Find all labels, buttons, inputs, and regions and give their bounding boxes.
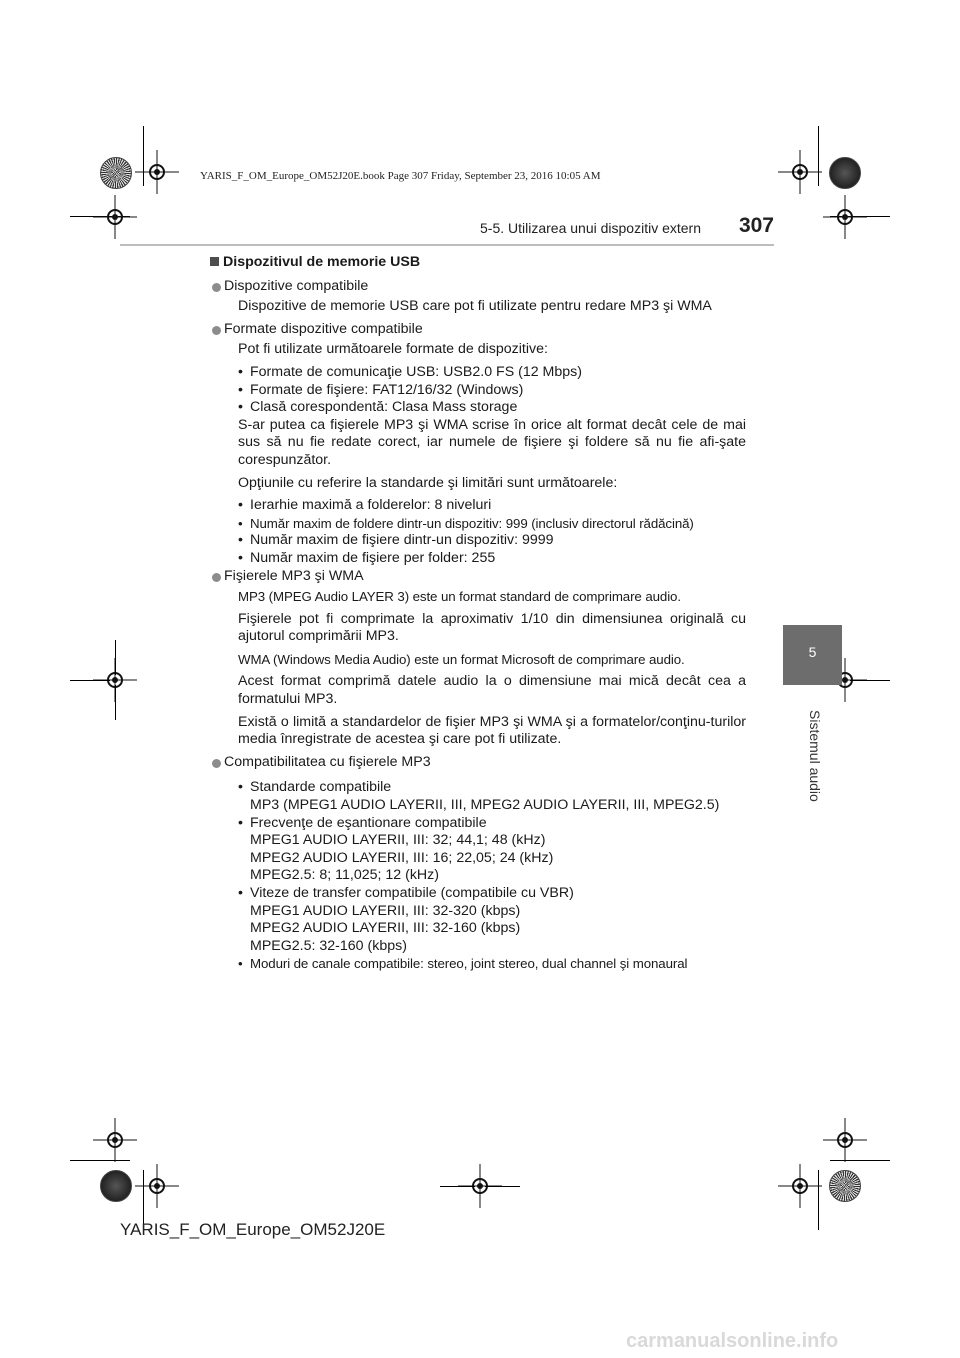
list-detail: MPEG2 AUDIO LAYERII, III: 16; 22,05; 24 (kHz) bbox=[250, 849, 554, 866]
paragraph: Fişierele pot fi comprimate la aproximativ 1/10 din dimensiunea originală cu ajutorul comprimării MP3. bbox=[238, 610, 746, 645]
chapter-tab bbox=[783, 625, 842, 685]
paragraph: WMA (Windows Media Audio) este un format Microsoft de comprimare audio. bbox=[238, 651, 685, 667]
list-detail: MPEG1 AUDIO LAYERII, III: 32-320 (kbps) bbox=[250, 902, 521, 919]
registration-sunburst-icon bbox=[100, 157, 132, 189]
paragraph: Există o limită a standardelor de fişier MP3 şi WMA şi a formatelor/conţinu-turilor media înregistrate de acestea şi care pot fi utilizate. bbox=[238, 713, 746, 748]
round-bullet-icon bbox=[212, 759, 221, 768]
section-title: 5-5. Utilizarea unui dispozitiv extern bbox=[480, 220, 701, 236]
chapter-number: 5 bbox=[808, 644, 817, 660]
section-heading: Dispozitivul de memorie USB bbox=[210, 254, 746, 272]
paragraph: MP3 (MPEG Audio LAYER 3) este un format standard de comprimare audio. bbox=[238, 589, 681, 605]
bullet-item: Formate dispozitive compatibile bbox=[210, 321, 746, 339]
list-item: • Număr maxim de fişiere dintr-un dispozitiv: 9999 bbox=[238, 532, 746, 550]
round-bullet-icon bbox=[212, 326, 221, 335]
list-detail: MPEG2.5: 8; 11,025; 12 (kHz) bbox=[250, 867, 439, 884]
list-item: • Formate de fişiere: FAT12/16/32 (Windows) bbox=[238, 382, 746, 400]
list-detail: MPEG1 AUDIO LAYERII, III: 32; 44,1; 48 (kHz) bbox=[250, 832, 546, 849]
list-item: • Viteze de transfer compatibile (compatibile cu VBR) bbox=[238, 885, 746, 903]
list-item: • Număr maxim de fişiere per folder: 255 bbox=[238, 550, 746, 568]
document-code: YARIS_F_OM_Europe_OM52J20E bbox=[120, 1220, 386, 1239]
registration-sunburst-icon bbox=[100, 1170, 132, 1202]
list-item: • Formate de comunicaţie USB: USB2.0 FS (12 Mbps) bbox=[238, 364, 746, 382]
list-detail: MPEG2.5: 32-160 (kbps) bbox=[250, 937, 407, 954]
square-bullet-icon bbox=[210, 257, 219, 266]
round-bullet-icon bbox=[212, 283, 221, 292]
list-item: • Standarde compatibile bbox=[238, 779, 746, 797]
bullet-item: Dispozitive compatibile bbox=[210, 278, 746, 296]
list-item: • Ierarhie maximă a folderelor: 8 niveluri bbox=[238, 497, 746, 515]
book-info: YARIS_F_OM_Europe_OM52J20E.book Page 307 Friday, September 23, 2016 10:05 AM bbox=[200, 170, 601, 182]
list-item: • Număr maxim de foldere dintr-un dispozitiv: 999 (inclusiv directorul rădăcină) bbox=[238, 515, 746, 533]
paragraph: Pot fi utilizate următoarele formate de dispozitive: bbox=[238, 341, 548, 358]
chapter-label: Sistemul audio bbox=[807, 710, 823, 802]
round-bullet-icon bbox=[212, 573, 221, 582]
list-detail: MPEG2 AUDIO LAYERII, III: 32-160 (kbps) bbox=[250, 920, 521, 937]
bullet-item: Compatibilitatea cu fişierele MP3 bbox=[210, 754, 746, 772]
list-item: • Clasă corespondentă: Clasa Mass storage bbox=[238, 399, 746, 417]
paragraph: Dispozitive de memorie USB care pot fi utilizate pentru redare MP3 şi WMA bbox=[238, 298, 712, 315]
registration-sunburst-icon bbox=[829, 157, 861, 189]
paragraph: Opţiunile cu referire la standarde şi limitări sunt următoarele: bbox=[238, 474, 618, 491]
header-rule bbox=[120, 244, 774, 246]
list-item: • Frecvenţe de eşantionare compatibile bbox=[238, 815, 746, 833]
list-detail: MP3 (MPEG1 AUDIO LAYERII, III, MPEG2 AUDIO LAYERII, III, MPEG2.5) bbox=[250, 797, 720, 814]
watermark: carmanualsonline.info bbox=[626, 1330, 839, 1352]
page-content bbox=[210, 254, 746, 973]
page-number: 307 bbox=[738, 214, 774, 237]
bullet-item: Fişierele MP3 şi WMA bbox=[210, 568, 746, 586]
list-item: • Moduri de canale compatibile: stereo, joint stereo, dual channel şi monaural bbox=[238, 955, 746, 973]
paragraph: S-ar putea ca fişierele MP3 şi WMA scrise în orice alt format decât cele de mai sus să nu fie redate corect, iar numele de fişiere şi foldere să nu fie afi-şate corespunzător. bbox=[238, 416, 746, 468]
registration-sunburst-icon bbox=[829, 1170, 861, 1202]
paragraph: Acest format comprimă datele audio la o dimensiune mai mică decât cea a formatului MP3. bbox=[238, 673, 746, 708]
